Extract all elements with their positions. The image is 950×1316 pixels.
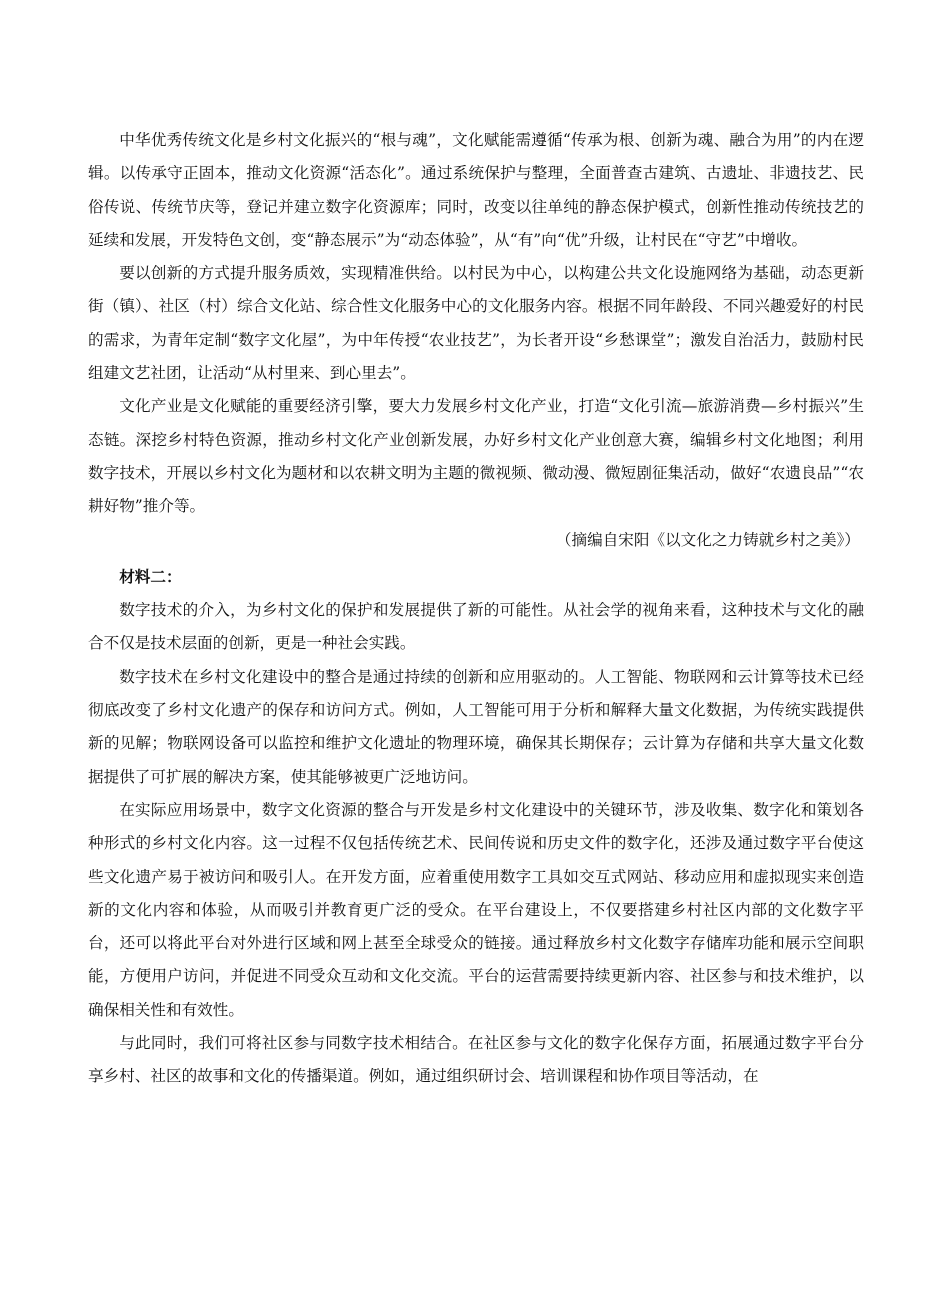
document-page: [88, 124, 864, 1094]
paragraph: 数字技术的介入，为乡村文化的保护和发展提供了新的可能性。从社会学的视角来看，这种技术与文化的融合不仅是技术层面的创新，更是一种社会实践。: [88, 601, 864, 653]
paragraph: 与此同时，我们可将社区参与同数字技术相结合。在社区参与文化的数字化保存方面，拓展通过数字平台分享乡村、社区的故事和文化的传播渠道。例如，通过组织研讨会、培训课程和协作项目等活动，在: [88, 1034, 864, 1086]
source-citation: （摘编自宋阳《以文化之力铸就乡村之美》）: [555, 530, 860, 549]
paragraph: 数字技术在乡村文化建设中的整合是通过持续的创新和应用驱动的。人工智能、物联网和云计算等技术已经彻底改变了乡村文化遗产的保存和访问方式。例如，人工智能可用于分析和解释大量文化数据，为传统实践提供新的见解；物联网设备可以监控和维护文化遗址的物理环境，确保其长期保存；云计算为存储和共享大量文化数据提供了可扩展的解决方案，使其能够被更广泛地访问。: [88, 667, 864, 786]
paragraph: 文化产业是文化赋能的重要经济引擎，要大力发展乡村文化产业，打造“文化引流—旅游消费—乡村振兴”生态链。深挖乡村特色资源，推动乡村文化产业创新发展，办好乡村文化产业创意大赛，编辑乡村文化地图；利用数字技术，开展以乡村文化为题材和以农耕文明为主题的微视频、微动漫、微短剧征集活动，做好“农遗良品”“农耕好物”推介等。: [88, 397, 864, 516]
section-heading: 材料二：: [119, 567, 182, 586]
paragraph: 在实际应用场景中，数字文化资源的整合与开发是乡村文化建设中的关键环节，涉及收集、数字化和策划各种形式的乡村文化内容。这一过程不仅包括传统艺术、民间传说和历史文件的数字化，还涉及通过数字平台使这些文化遗产易于被访问和吸引人。在开发方面，应着重使用数字工具如交互式网站、移动应用和虚拟现实来创造新的文化内容和体验，从而吸引并教育更广泛的受众。在平台建设上，不仅要搭建乡村社区内部的文化数字平台，还可以将此平台对外进行区域和网上甚至全球受众的链接。通过释放乡村文化数字存储库功能和展示空间职能，方便用户访问，并促进不同受众互动和文化交流。平台的运营需要持续更新内容、社区参与和技术维护，以确保相关性和有效性。: [88, 800, 864, 1019]
paragraph: 要以创新的方式提升服务质效，实现精准供给。以村民为中心，以构建公共文化设施网络为基础，动态更新街（镇）、社区（村）综合文化站、综合性文化服务中心的文化服务内容。根据不同年龄段、不同兴趣爱好的村民的需求，为青年定制“数字文化屋”，为中年传授“农业技艺”，为长者开设“乡愁课堂”；激发自治活力，鼓励村民组建文艺社团，让活动“从村里来、到心里去”。: [88, 264, 864, 383]
paragraph: 中华优秀传统文化是乡村文化振兴的“根与魂”，文化赋能需遵循“传承为根、创新为魂、融合为用”的内在逻辑。以传承守正固本，推动文化资源“活态化”。通过系统保护与整理，全面普查古建筑、古遗址、非遗技艺、民俗传说、传统节庆等，登记并建立数字化资源库；同时，改变以往单纯的静态保护模式，创新性推动传统技艺的延续和发展，开发特色文创，变“静态展示”为“动态体验”，从“有”向“优”升级，让村民在“守艺”中增收。: [88, 131, 864, 249]
